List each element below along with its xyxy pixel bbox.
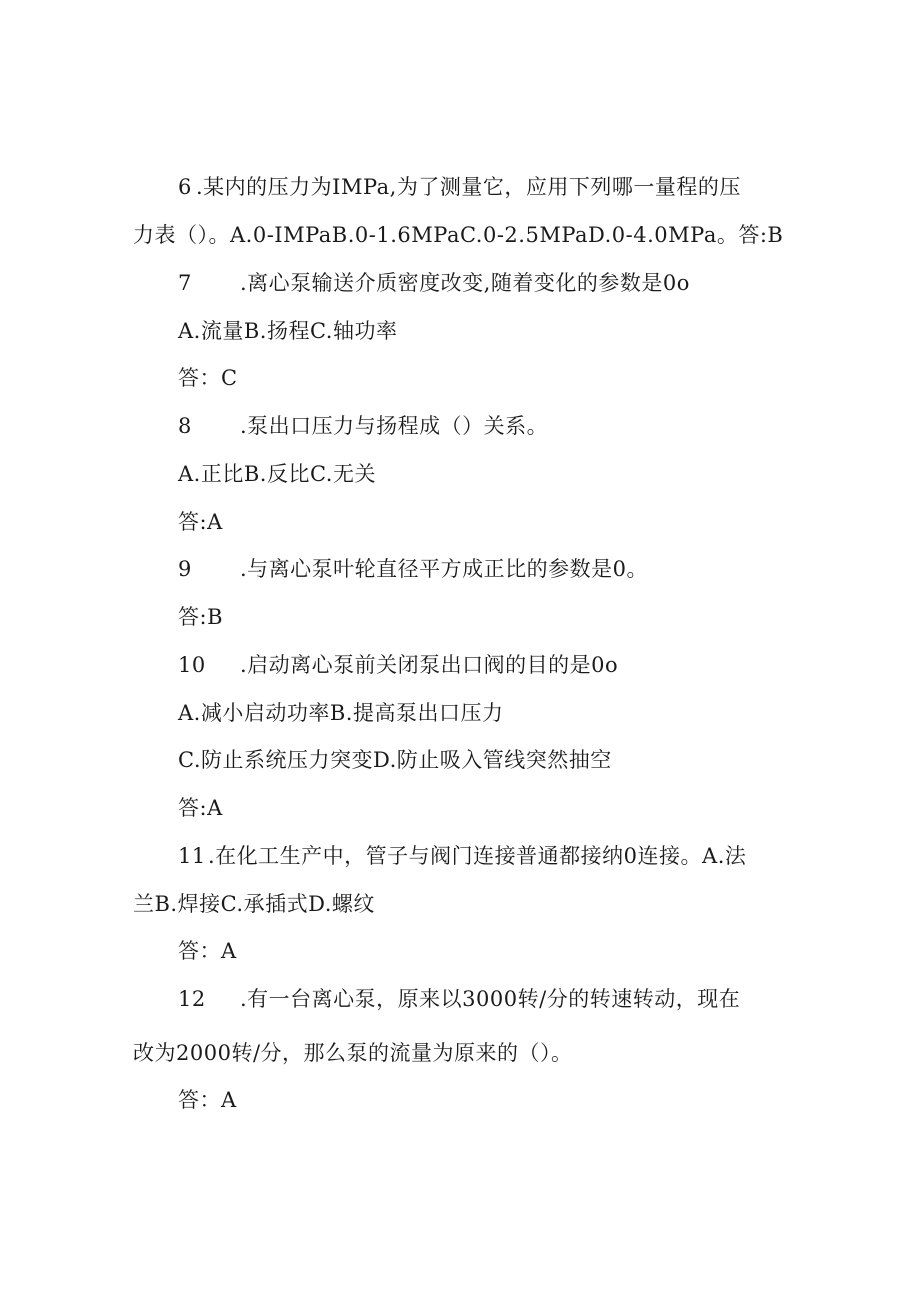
- question-8-answer: 答:A: [178, 510, 223, 534]
- question-10-options-2: C.防止系统压力突变D.防止吸入管线突然抽空: [178, 748, 612, 772]
- question-number: 9: [178, 557, 192, 581]
- question-7-stem: [178, 268, 690, 298]
- question-6-line-1: [178, 172, 741, 202]
- question-8-options: A.正比B.反比C.无关: [178, 462, 376, 486]
- question-6-line-2: 力表（）。A.0-IMPaB.0-1.6MPaC.0-2.5MPaD.0-4.0MPa。答:B: [133, 223, 784, 247]
- question-8-stem: [178, 411, 548, 441]
- question-11-line-1: [178, 841, 746, 871]
- question-number: 6: [178, 175, 192, 199]
- question-9-stem: [178, 554, 648, 584]
- question-text: .有一台离心泵，原来以3000转/分的转速转动，现在: [240, 987, 741, 1011]
- question-11-answer: 答：A: [178, 939, 237, 963]
- question-10-stem: [178, 650, 618, 680]
- question-12-line-2: 改为2000转/分，那么泵的流量为原来的（）。: [133, 1041, 573, 1065]
- question-number: 7: [178, 271, 192, 295]
- question-7-answer: 答：C: [178, 366, 238, 390]
- question-number: 11: [178, 844, 206, 868]
- question-number: 8: [178, 414, 192, 438]
- question-10-options-1: A.减小启动功率B.提高泵出口压力: [178, 701, 504, 725]
- question-text: .离心泵输送介质密度改变,随着变化的参数是0o: [240, 271, 690, 295]
- question-number: 10: [178, 653, 206, 677]
- question-text: .与离心泵叶轮直径平方成正比的参数是0。: [240, 557, 649, 581]
- question-text: .启动离心泵前关闭泵出口阀的目的是0o: [240, 653, 619, 677]
- question-text: .在化工生产中，管子与阀门连接普通都接纳0连接。A.法: [208, 844, 747, 868]
- question-12-stem: [178, 984, 740, 1014]
- question-11-line-2: 兰B.焊接C.承插式D.螺纹: [133, 892, 375, 916]
- question-text: .某内的压力为IMPa,为了测量它，应用下列哪一量程的压: [196, 175, 741, 199]
- question-7-options: A.流量B.扬程C.轴功率: [178, 319, 398, 343]
- question-12-answer: 答：A: [178, 1088, 237, 1112]
- question-number: 12: [178, 987, 206, 1011]
- question-9-answer: 答:B: [178, 605, 224, 629]
- question-text: .泵出口压力与扬程成（）关系。: [240, 414, 549, 438]
- question-10-answer: 答:A: [178, 796, 223, 820]
